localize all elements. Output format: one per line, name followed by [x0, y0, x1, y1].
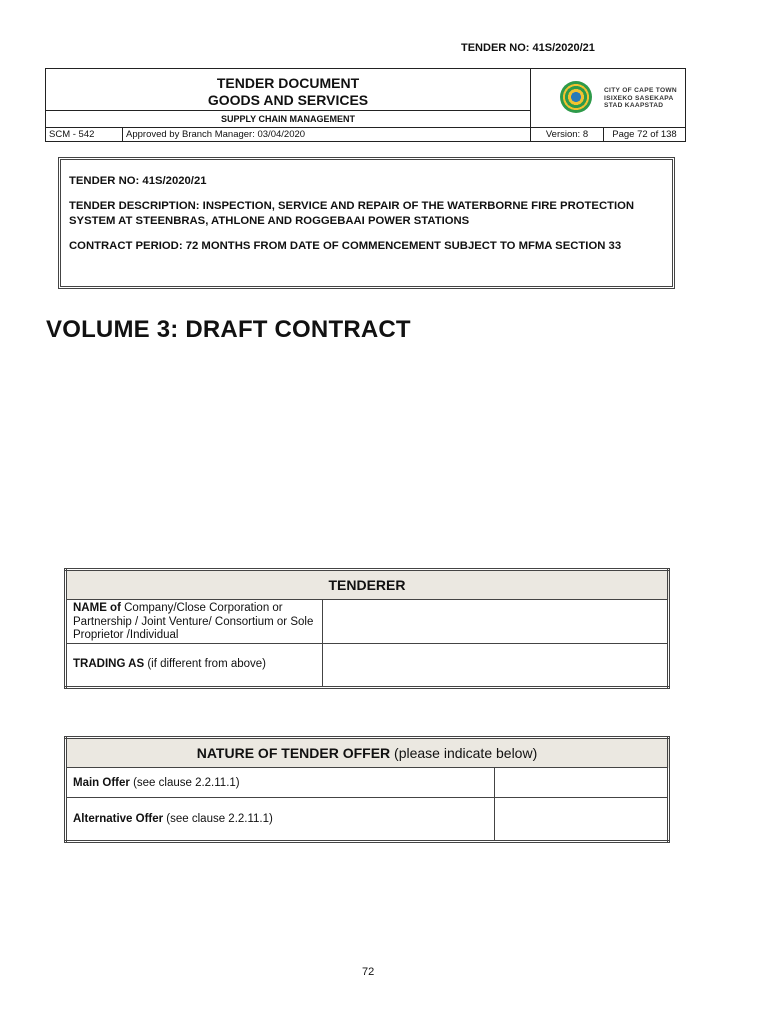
name-label: NAME of Company/Close Corporation or Partnership / Joint Venture/ Consortium or Sole Proprietor /Individual	[66, 600, 323, 644]
alternative-offer-label: Alternative Offer (see clause 2.2.11.1)	[66, 798, 495, 842]
info-tender-number: TENDER NO: 41S/2020/21	[69, 175, 207, 187]
tenderer-table	[64, 568, 670, 689]
header-tender-number: TENDER NO: 41S/2020/21	[461, 42, 595, 54]
offer-heading: NATURE OF TENDER OFFER (please indicate below)	[66, 738, 669, 768]
trading-label: TRADING AS (if different from above)	[66, 644, 323, 688]
alternative-offer-input-cell[interactable]	[495, 798, 669, 842]
version-text: Version: 8	[531, 128, 604, 142]
city-logo	[558, 79, 680, 119]
page-count-text: Page 72 of 138	[612, 129, 677, 140]
name-input-cell[interactable]	[323, 600, 669, 644]
document-header	[45, 68, 686, 142]
header-title-cell	[46, 69, 531, 111]
page-number: 72	[362, 966, 375, 978]
tender-offer-table	[64, 736, 670, 843]
doc-code: SCM - 542	[46, 128, 123, 142]
main-offer-label: Main Offer (see clause 2.2.11.1)	[66, 768, 495, 798]
info-description: TENDER DESCRIPTION: INSPECTION, SERVICE AND REPAIR OF THE WATERBORNE FIRE PROTECTION SYSTEM AT STEENBRAS, ATHLONE AND ROGGEBAAI POWER STATIONS	[69, 200, 635, 227]
header-title-line2: GOODS AND SERVICES	[207, 92, 369, 108]
header-subtitle: SUPPLY CHAIN MANAGEMENT	[46, 111, 531, 127]
city-seal-icon	[560, 81, 592, 113]
info-contract-period: CONTRACT PERIOD: 72 MONTHS FROM DATE OF COMMENCEMENT SUBJECT TO MFMA SECTION 33	[69, 240, 622, 252]
header-title-line1: TENDER DOCUMENT	[216, 75, 360, 91]
main-offer-input-cell[interactable]	[495, 768, 669, 798]
trading-input-cell[interactable]	[323, 644, 669, 688]
tender-info-box	[58, 157, 675, 289]
tenderer-heading: TENDERER	[66, 570, 669, 600]
approval-text: Approved by Branch Manager: 03/04/2020	[123, 128, 531, 142]
header-meta-row	[46, 127, 685, 142]
volume-title: VOLUME 3: DRAFT CONTRACT	[46, 316, 411, 343]
city-logo-text: CITY OF CAPE TOWN ISIXEKO SASEKAPA STAD KAAPSTAD	[604, 87, 677, 109]
